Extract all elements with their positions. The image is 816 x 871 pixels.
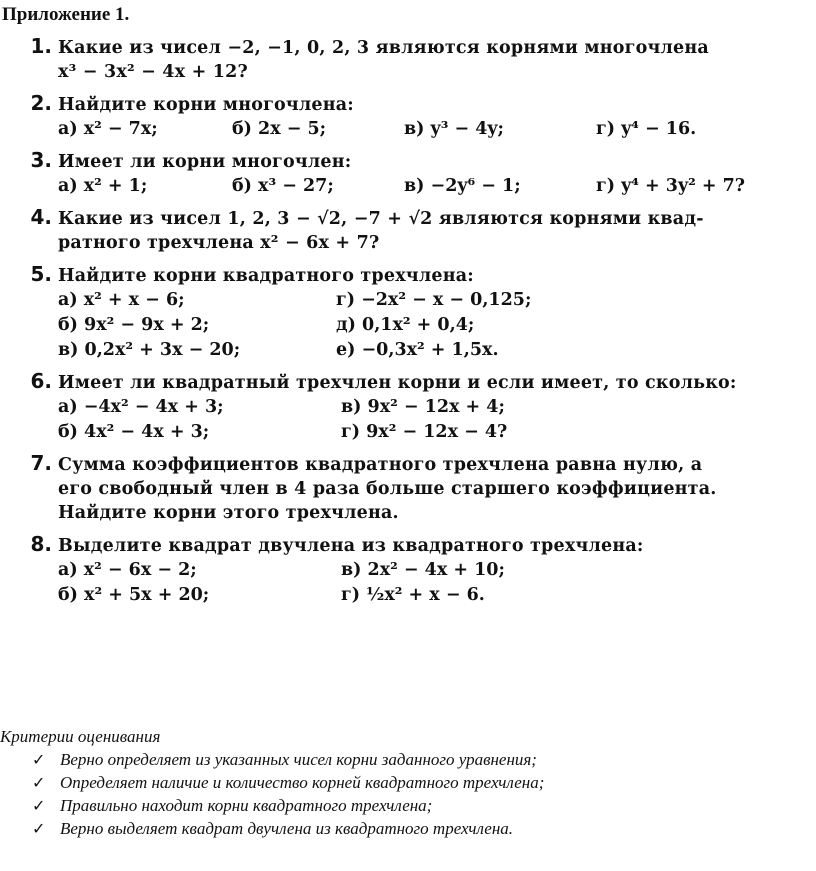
task-list (12, 34, 812, 614)
task-item: б) x³ − 27; (232, 176, 334, 196)
task-7 (12, 451, 812, 525)
task-items (58, 558, 812, 607)
task-item: г) 9x² − 12x − 4? (341, 422, 508, 442)
task-item: д) 0,1x² + 0,4; (336, 315, 475, 335)
task-number: 4. (30, 205, 52, 229)
criteria-title: Критерии оценивания (0, 727, 161, 746)
task-item: в) −2y⁶ − 1; (404, 176, 521, 196)
task-8 (12, 532, 812, 607)
checkmark-icon: ✓ (32, 819, 46, 838)
task-items (58, 117, 812, 141)
task-item: б) x² + 5x + 20; (58, 585, 210, 605)
task-text-line: x³ − 3x² − 4x + 12? (58, 62, 248, 82)
task-item: г) y⁴ + 3y² + 7? (596, 176, 746, 196)
criteria-text: Определяет наличие и количество корней квадратного трехчлена; (60, 773, 545, 792)
task-text (58, 534, 644, 558)
task-items (58, 288, 812, 362)
task-1 (12, 34, 812, 84)
task-text-line: Имеет ли квадратный трехчлен корни и если имеет, то сколько: (58, 373, 737, 393)
task-item: в) 0,2x² + 3x − 20; (58, 340, 241, 360)
task-text-line: Найдите корни этого трехчлена. (58, 503, 399, 523)
criteria-item (32, 794, 810, 817)
task-item: а) x² − 6x − 2; (58, 560, 197, 580)
task-text-line: Имеет ли корни многочлен: (58, 152, 352, 172)
task-item: б) 4x² − 4x + 3; (58, 422, 210, 442)
task-number: 7. (30, 451, 52, 475)
task-text (58, 453, 717, 525)
task-text (58, 150, 351, 174)
criteria-text: Правильно находит корни квадратного трехчлена; (60, 796, 433, 815)
task-number: 2. (30, 91, 52, 115)
task-text-line: ратного трехчлена x² − 6x + 7? (58, 233, 380, 253)
task-item: б) 9x² − 9x + 2; (58, 315, 210, 335)
checkmark-icon: ✓ (32, 773, 46, 792)
task-items (58, 395, 812, 444)
task-6 (12, 369, 812, 444)
task-text-line: его свободный член в 4 раза больше старшего коэффициента. (58, 479, 717, 499)
task-item: а) −4x² − 4x + 3; (58, 397, 224, 417)
criteria-text: Верно определяет из указанных чисел корни заданного уравнения; (60, 750, 537, 769)
task-number: 1. (30, 34, 52, 58)
task-item: а) x² + 1; (58, 176, 148, 196)
task-text-line: Найдите корни многочлена: (58, 95, 354, 115)
criteria-list (0, 748, 810, 840)
task-item: в) 9x² − 12x + 4; (341, 397, 505, 417)
task-text-line: Какие из чисел −2, −1, 0, 2, 3 являются корнями многочлена (58, 38, 709, 58)
task-2 (12, 91, 812, 141)
evaluation-criteria (0, 726, 810, 840)
task-item: г) y⁴ − 16. (596, 119, 697, 139)
task-item: б) 2x − 5; (232, 119, 327, 139)
page-heading: Приложение 1. (2, 4, 130, 25)
task-item: е) −0,3x² + 1,5x. (336, 340, 499, 360)
checkmark-icon: ✓ (32, 796, 46, 815)
task-item: г) −2x² − x − 0,125; (336, 290, 532, 310)
criteria-item (32, 771, 810, 794)
task-text (58, 93, 354, 117)
task-item: в) y³ − 4y; (404, 119, 505, 139)
task-number: 3. (30, 148, 52, 172)
task-item: г) ½x² + x − 6. (341, 585, 485, 605)
task-text-line: Сумма коэффициентов квадратного трехчлена равна нулю, а (58, 455, 703, 475)
task-number: 5. (30, 262, 52, 286)
checkmark-icon: ✓ (32, 750, 46, 769)
task-item: а) x² − 7x; (58, 119, 158, 139)
task-3 (12, 148, 812, 198)
task-text-line: Выделите квадрат двучлена из квадратного трехчлена: (58, 536, 644, 556)
criteria-item (32, 817, 810, 840)
task-item: в) 2x² − 4x + 10; (341, 560, 505, 580)
criteria-text: Верно выделяет квадрат двучлена из квадратного трехчлена. (60, 819, 514, 838)
task-text (58, 36, 709, 84)
task-text (58, 371, 737, 395)
task-text-line: Найдите корни квадратного трехчлена: (58, 266, 474, 286)
task-item: а) x² + x − 6; (58, 290, 185, 310)
task-text (58, 207, 704, 255)
task-number: 6. (30, 369, 52, 393)
task-number: 8. (30, 532, 52, 556)
task-text (58, 264, 474, 288)
task-4 (12, 205, 812, 255)
task-5 (12, 262, 812, 362)
criteria-item (32, 748, 810, 771)
task-items (58, 174, 812, 198)
task-text-line: Какие из чисел 1, 2, 3 − √2, −7 + √2 являются корнями квад- (58, 209, 704, 229)
